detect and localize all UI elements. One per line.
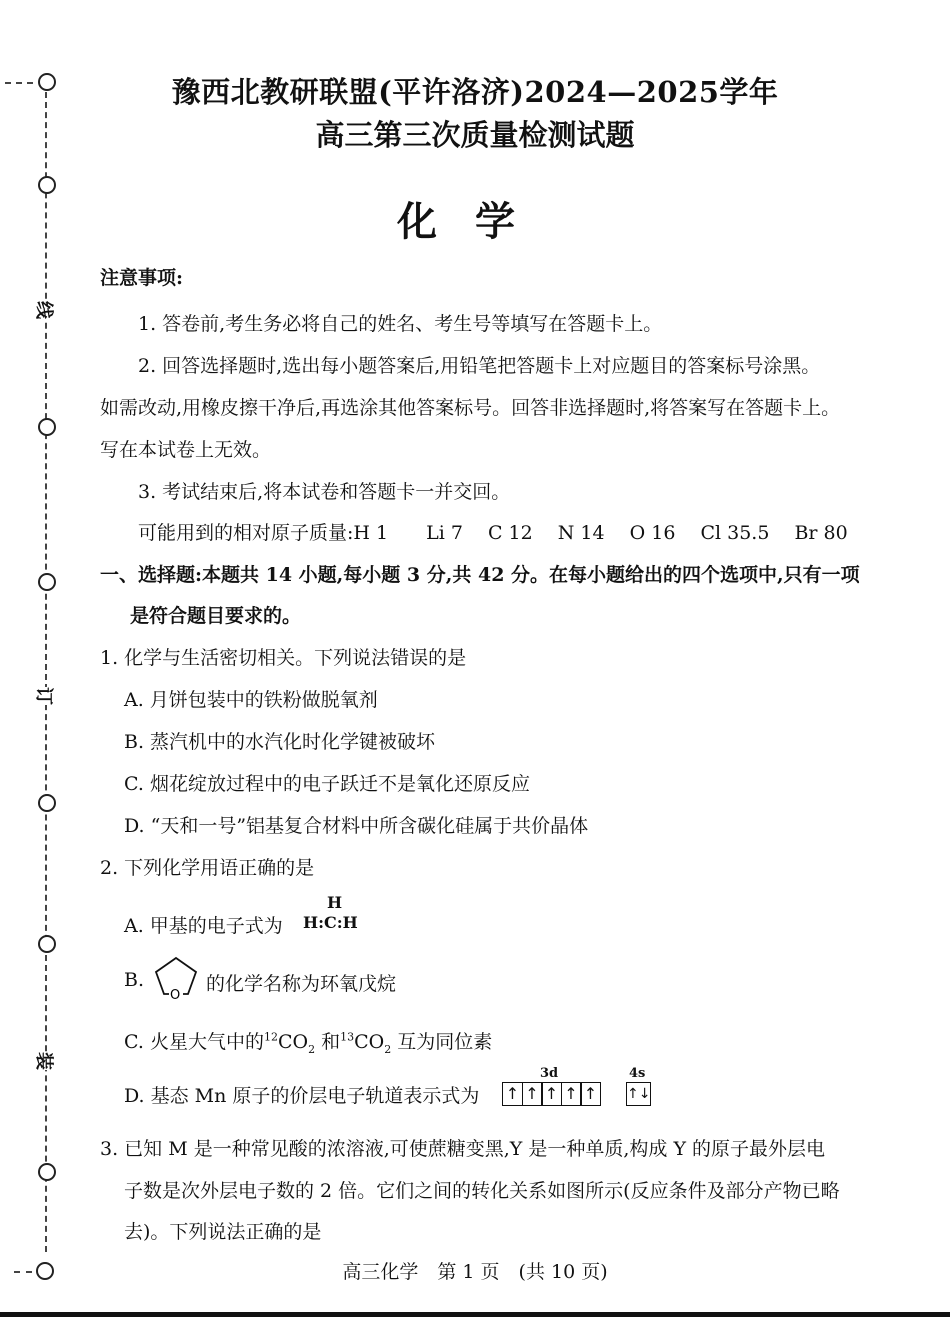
q2-option-b-text: 的化学名称为环氧戊烷: [206, 973, 397, 995]
margin-dashed-line: [45, 92, 47, 1252]
margin-hole: [38, 794, 56, 812]
formula-top-h: H: [327, 893, 343, 912]
margin-char-zhuang: 装: [32, 1052, 58, 1070]
orbital-4s-boxes: [626, 1082, 650, 1106]
margin-hole: [38, 1163, 56, 1181]
q2-c-prefix: C. 火星大气中的: [124, 1031, 264, 1053]
q1-option-d: D. “天和一号”铝基复合材料中所含碳化硅属于共价晶体: [124, 815, 589, 837]
margin-hole: [38, 573, 56, 591]
orbital-3d-label: 3d: [540, 1066, 559, 1081]
page-bottom-border: [0, 1312, 950, 1317]
section1-heading-line2: 是符合题目要求的。: [130, 605, 302, 627]
co2-a-sub: 2: [308, 1042, 316, 1056]
q2-stem: 2. 下列化学用语正确的是: [100, 857, 315, 879]
q1-stem: 1. 化学与生活密切相关。下列说法错误的是: [100, 647, 467, 669]
orbital-box: ↑: [580, 1082, 601, 1106]
q2-option-a: A. 甲基的电子式为: [124, 915, 283, 937]
co2-b-sub: 2: [384, 1042, 392, 1056]
q2-option-c: [124, 1027, 492, 1056]
margin-char-xian: 线: [32, 301, 58, 319]
q3-stem-line1: 3. 已知 M 是一种常见酸的浓溶液,可使蔗糖变黑,Y 是一种单质,构成 Y 的原子最外层电: [100, 1138, 826, 1160]
orbital-box: ↑: [522, 1082, 543, 1106]
notice-item-2-line2: 如需改动,用橡皮擦干净后,再选涂其他答案标号。回答非选择题时,将答案写在答题卡上。: [100, 397, 841, 419]
subject-title: 化学: [397, 198, 553, 245]
notice-item-3: 3. 考试结束后,将本试卷和答题卡一并交回。: [138, 481, 511, 503]
isotope-13: 13: [340, 1030, 355, 1044]
orbital-box: ↑↓: [626, 1082, 651, 1106]
q1-option-a: A. 月饼包装中的铁粉做脱氧剂: [124, 689, 378, 711]
formula-main: H:C:H: [303, 913, 358, 932]
q2-option-d: D. 基态 Mn 原子的价层电子轨道表示式为: [124, 1085, 480, 1107]
co2-a: CO: [277, 1031, 309, 1053]
co2-b: CO: [354, 1031, 385, 1053]
orbital-box: ↑: [561, 1082, 582, 1106]
orbital-3d-boxes: [502, 1082, 600, 1106]
orbital-box: ↑: [541, 1082, 562, 1106]
isotope-12: 12: [263, 1030, 278, 1044]
page-footer: 高三化学 第 1 页 (共 10 页): [342, 1261, 608, 1283]
q2-option-b-label: B.: [124, 969, 145, 991]
notice-item-1: 1. 答卷前,考生务必将自己的姓名、考生号等填写在答题卡上。: [138, 313, 663, 335]
orbital-box: ↑: [502, 1082, 523, 1106]
q3-stem-line3: 去)。下列说法正确的是: [124, 1221, 322, 1243]
q1-option-c: C. 烟花绽放过程中的电子跃迁不是氧化还原反应: [124, 773, 530, 795]
q1-option-b: B. 蒸汽机中的水汽化时化学键被破坏: [124, 731, 436, 753]
atomic-mass-list: 可能用到的相对原子质量:H 1 Li 7 C 12 N 14 O 16 Cl 35.5 Br 80: [138, 522, 848, 544]
exam-title-line2: 高三第三次质量检测试题: [315, 118, 635, 152]
cyclopentane-oxide-ring: [150, 954, 202, 1004]
notice-heading: 注意事项:: [100, 267, 184, 289]
exam-title-line1: 豫西北教研联盟(平许洛济)2024—2025学年: [171, 75, 779, 109]
q3-stem-line2: 子数是次外层电子数的 2 倍。它们之间的转化关系如图所示(反应条件及部分产物已略: [124, 1180, 840, 1202]
margin-char-ding: 订: [32, 687, 58, 705]
margin-hole: [38, 418, 56, 436]
margin-hole: [38, 935, 56, 953]
q2-c-and: 和: [315, 1031, 341, 1053]
notice-item-2-line3: 写在本试卷上无效。: [100, 439, 272, 461]
notice-item-2-line1: 2. 回答选择题时,选出每小题答案后,用铅笔把答题卡上对应题目的答案标号涂黑。: [138, 355, 821, 377]
q2-c-suffix: 互为同位素: [391, 1031, 493, 1053]
orbital-4s-label: 4s: [629, 1066, 646, 1081]
ring-oxygen-label: O: [170, 988, 181, 1003]
section1-heading-line1: 一、选择题:本题共 14 小题,每小题 3 分,共 42 分。在每小题给出的四个选项中,只有一项: [100, 564, 860, 586]
